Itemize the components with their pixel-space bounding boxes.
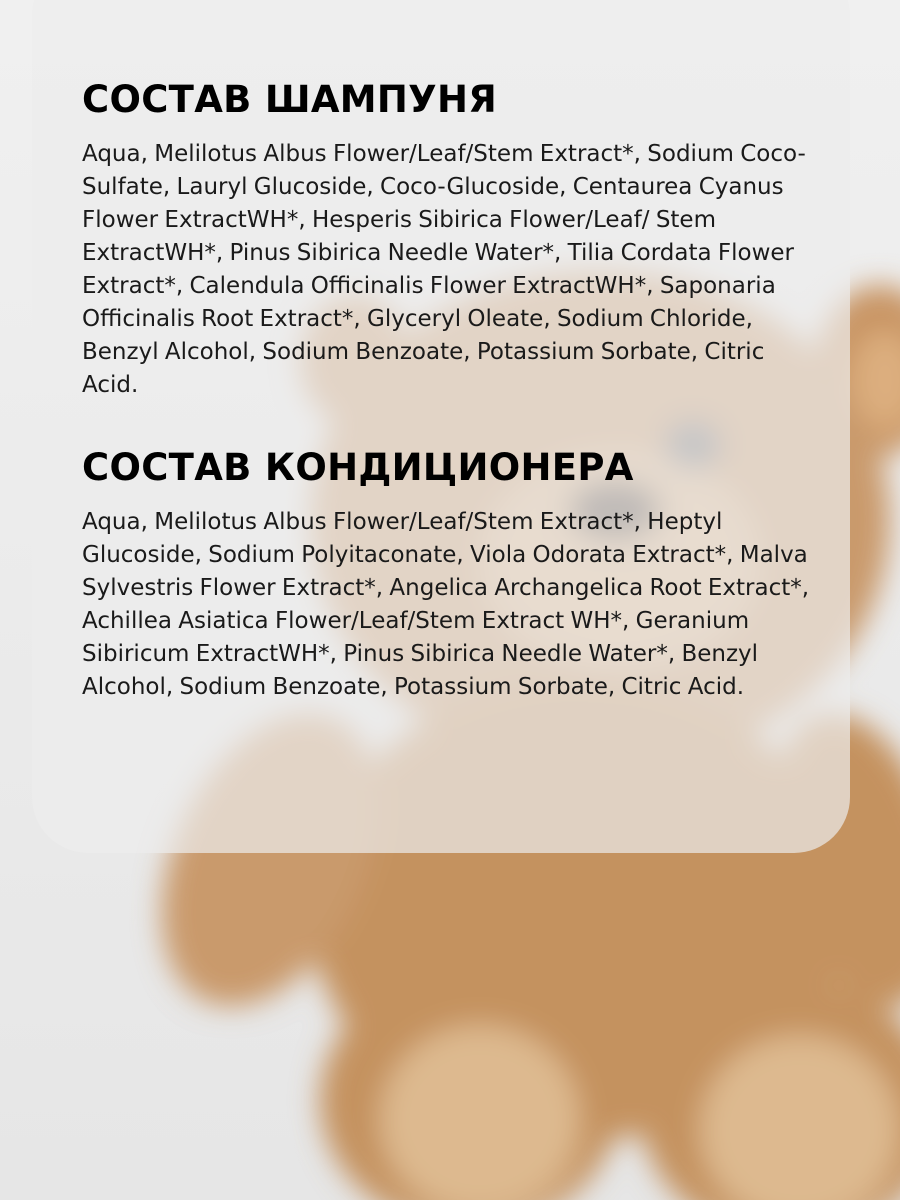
shampoo-section — [82, 78, 822, 402]
conditioner-section — [82, 446, 822, 704]
conditioner-ingredients: Aqua, Melilotus Albus Flower/Leaf/Stem Extract*, Heptyl Glucoside, Sodium Polyitaconate, Viola Odorata Extract*, Malva Sylvestris Flower Extract*, Angelica Archangelica Root Extract*, Achillea Asiatica Flower/Leaf/Stem Extract WH*, Geranium Sibiricum ExtractWH*, Pinus Sibirica Needle Water*, Benzyl Alcohol, Sodium Benzoate, Potassium Sorbate, Citric Acid. — [82, 509, 810, 700]
shampoo-ingredients: Aqua, Melilotus Albus Flower/Leaf/Stem Extract*, Sodium Coco-Sulfate, Lauryl Glucoside, Coco-Glucoside, Centaurea Cyanus Flower ExtractWH*, Hesperis Sibirica Flower/Leaf/ Stem ExtractWH*, Pinus Sibirica Needle Water*, Tilia Cordata Flower Extract*, Calendula Officinalis Flower ExtractWH*, Saponaria Officinalis Root Extract*, Glyceryl Oleate, Sodium Chloride, Benzyl Alcohol, Sodium Benzoate, Potassium Sorbate, Citric Acid. — [82, 141, 806, 398]
ingredients-content — [82, 78, 822, 704]
conditioner-heading: СОСТАВ КОНДИЦИОНЕРА — [82, 446, 634, 489]
shampoo-heading: СОСТАВ ШАМПУНЯ — [82, 78, 498, 121]
